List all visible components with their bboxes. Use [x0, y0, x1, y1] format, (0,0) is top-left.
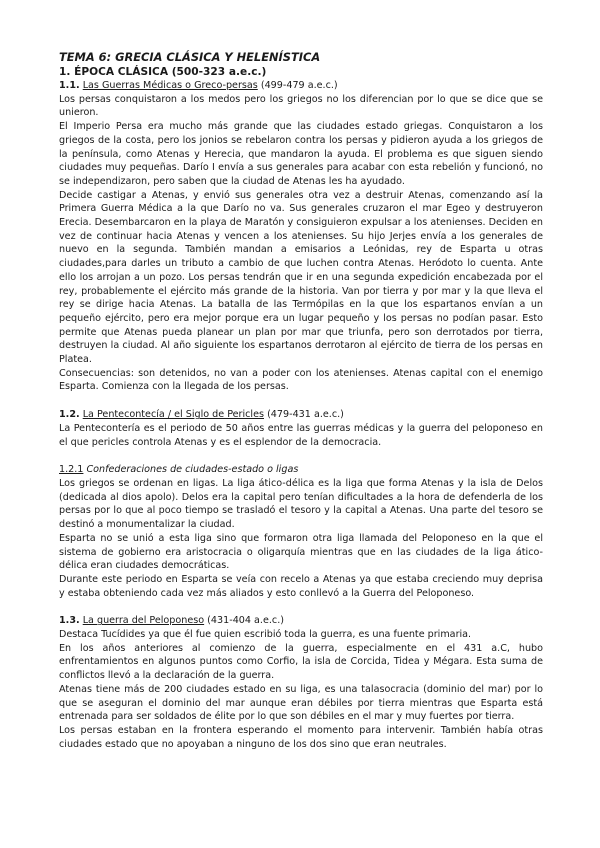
subsubsection-title: Confederaciones de ciudades-estado o ligas	[86, 464, 299, 476]
paragraph: Los persas conquistaron a los medos pero los griegos no los diferencian por lo que se dice que se unieron.	[59, 93, 543, 119]
subsection-dates: (499-479 a.e.c.)	[260, 80, 338, 91]
subsubsection-heading-confederaciones	[59, 463, 543, 477]
spacer	[59, 394, 543, 408]
subsection-dates: (479-431 a.e.c.)	[267, 409, 344, 421]
subsection-number: 1.1.	[59, 80, 80, 91]
spacer	[59, 449, 543, 463]
paragraph: En los años anteriores al comienzo de la guerra, especialmente en el 431 a.C, hubo enfrentamientos en algunos puntos como Corfio, la isla de Corcida, Tidea y Mégara. Esta suma de conflictos llevó a la declaración de la guerra.	[59, 642, 543, 682]
subsubsection-number: 1.2.1	[59, 464, 84, 476]
subsection-number: 1.3.	[59, 615, 80, 627]
paragraph: Durante este periodo en Esparta se veía con recelo a Atenas ya que estaba creciendo muy deprisa y estaba obteniendo cada vez más aliados y esto conllevó a la Guerra del Peloponeso.	[59, 573, 543, 599]
subsection-title: La Pentecontecía / el Siglo de Pericles	[82, 409, 264, 421]
subsection-title: Las Guerras Médicas o Greco-persas	[82, 80, 258, 91]
paragraph: La Pentecontería es el periodo de 50 años entre las guerras médicas y la guerra del peloponeso en el que pericles controla Atenas y es el esplendor de la democracia.	[59, 422, 543, 448]
paragraph: Decide castigar a Atenas, y envió sus generales otra vez a destruir Atenas, comenzando así la Primera Guerra Médica a la que Darío no va. Sus generales cruzaron el mar Egeo y destruyeron Erecia. Desembarcaron en la playa de Maratón y consiguieron expulsar a los atenienses. Deciden en vez de continuar hacia Atenas y vencen a los atenienses. Su hijo Jerjes envía a los generales de nuevo en la segunda. También mandan a emisarios a Leónidas, rey de Esparta u otras ciudades,para darles un tributo a cambio de que luchen contra Atenas. Heródoto lo cuenta. Ante ello los arrojan a un pozo. Los persas tendrán que ir en una segunda expedición encabezada por el rey, probablemente el ejército más grande de la historia. Van por tierra y por mar y la que lleva el rey se dirige hacia Atenas. La batalla de las Termópilas en la que los espartanos envían a un pequeño ejército, pero era mejor porque era un lugar pequeño y los persas no podían pasar. Esto permite que Atenas pueda planear un plan por mar que triunfa, pero son derrotados por tierra, destruyen la ciudad. Al año siguiente los espartanos derrotaron al ejército de tierra de los persas en Platea.	[59, 189, 543, 366]
subsection-heading-pentecontecia	[59, 408, 543, 422]
subsection-title: La guerra del Peloponeso	[82, 615, 205, 627]
paragraph: Destaca Tucídides ya que él fue quien escribió toda la guerra, es una fuente primaria.	[59, 629, 472, 641]
document-title: TEMA 6: GRECIA CLÁSICA Y HELENÍSTICA	[59, 50, 321, 64]
paragraph: Los persas estaban en la frontera esperando el momento para intervenir. También había otras ciudades estado que no apoyaban a ninguno de los dos sino que eran neutrales.	[59, 724, 543, 750]
paragraph: Esparta no se unió a esta liga sino que formaron otra liga llamada del Peloponeso en la que el sistema de gobierno era aristocracia o oligarquía mientras que en las ciudades de la liga ático-délica eran ciudades democráticas.	[59, 532, 543, 572]
paragraph: El Imperio Persa era mucho más grande que las ciudades estado griegas. Conquistaron a los griegos de la costa, pero los jonios se rebelaron contra los persas y pidieron ayuda a los griegos de la península, como Atenas y Herecia, que mandaron la ayuda. El problema es que siguen siendo ciudades muy pequeñas. Darío I envía a sus generales para acabar con esta rebelión y funcionó, no se independizaron, pero saben que la ciudad de Atenas les ha ayudado.	[59, 121, 543, 187]
subsection-heading-guerra-peloponeso	[59, 614, 543, 628]
paragraph: Atenas tiene más de 200 ciudades estado en su liga, es una talasocracia (dominio del mar) por lo que se aseguran el dominio del mar aunque eran débiles por tierra mientras que Esparta está entrenada para ser soldados de élite por lo que son débiles en el mar y muy fuertes por tierra.	[59, 683, 543, 723]
paragraph: Consecuencias: son detenidos, no van a poder con los atenienses. Atenas capital con el enemigo Esparta. Comienza con la llegada de los persas.	[59, 367, 543, 393]
subsection-number: 1.2.	[59, 409, 80, 421]
subsection-dates: (431-404 a.e.c.)	[207, 615, 284, 627]
section-heading-epoca-clasica: 1. ÉPOCA CLÁSICA (500-323 a.e.c.)	[59, 66, 267, 78]
spacer	[59, 600, 543, 614]
paragraph: Los griegos se ordenan en ligas. La liga ático-délica es la liga que forma Atenas y la isla de Delos (dedicada al dios apolo). Delos era la capital pero tenían dificultades a la hora de defenderla de los persas por lo que al poco tiempo se trasladó el tesoro y la capital a Atenas. Una parte del tesoro se destinó a monumentalizar la ciudad.	[59, 477, 543, 531]
subsection-heading-guerras-medicas	[59, 79, 543, 93]
document-page	[59, 50, 543, 751]
